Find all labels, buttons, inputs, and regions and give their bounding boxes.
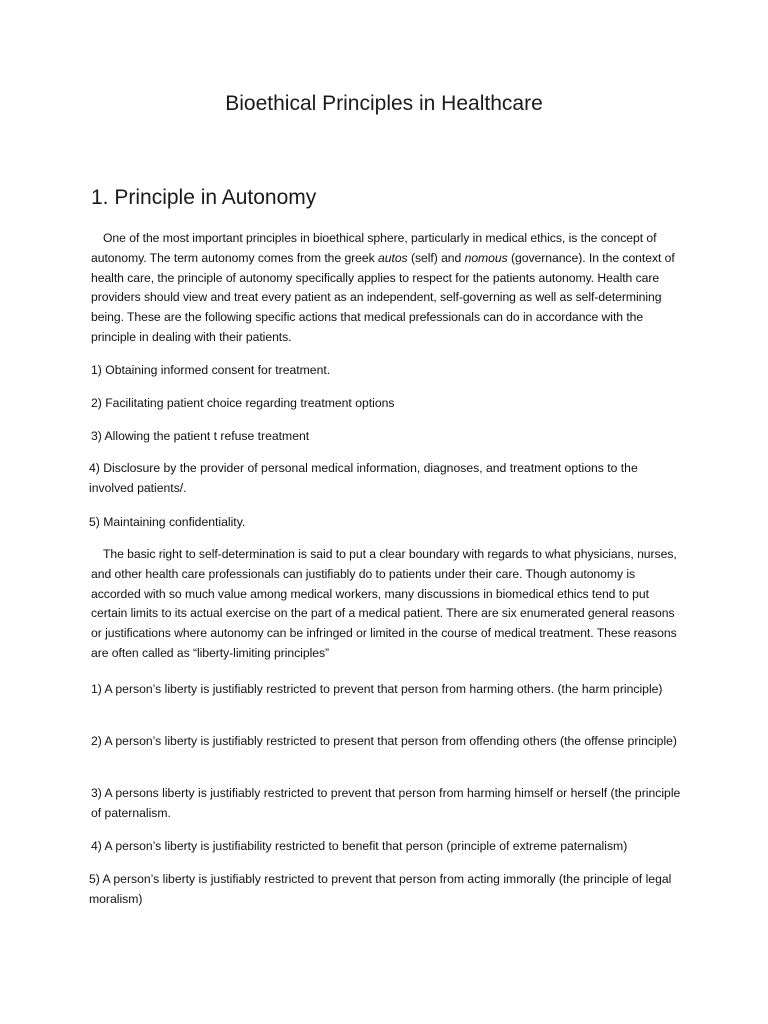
principle-item-1: 1) A person’s liberty is justifiably restricted to prevent that person from harming others. (the harm principle) [91,682,663,696]
intro-paragraph [91,229,683,348]
intro-text-2: (self) and [407,250,465,265]
action-item-4: 4) Disclosure by the provider of personal medical information, diagnoses, and treatment options to the involved patients/. [89,461,638,495]
action-item-5: 5) Maintaining confidentiality. [89,515,246,529]
action-item-2: 2) Facilitating patient choice regarding treatment options [91,396,395,410]
action-item-3: 3) Allowing the patient t refuse treatment [91,429,310,443]
principle-item-4: 4) A person’s liberty is justifiability restricted to benefit that person (principle of extreme paternalism) [91,839,628,853]
intro-text-3: (governance). In the context of health care, the principle of autonomy specifically applies to respect for the patients autonomy. Health care providers should view and treat every patient as an independent, self-governing as well as self-determining being. These are the following specific actions that medical prefessionals can do in accordance with the principle in dealing with their patients. [91,250,675,344]
action-item-1: 1) Obtaining informed consent for treatment. [91,363,331,377]
principle-item-5: 5) A person’s liberty is justifiably restricted to prevent that person from acting immorally (the principle of legal moralism) [89,872,672,906]
intro-text-1: One of the most important principles in bioethical sphere, particularly in medical ethics, is the concept of autonomy. The term autonomy comes from the greek [91,231,657,265]
limits-paragraph: The basic right to self-determination is said to put a clear boundary with regards to what physicians, nurses, and other health care professionals can justifiably do to patients under their care. Though autonomy is accorded with so much value among medical workers, many discussions in biomedical ethics tend to put certain limits to its actual exercise on the part of a medical patient. There are six enumerated general reasons or justifications where autonomy can be infringed or limited in the course of medical treatment. These reasons are often called as “liberty-limiting principles” [91,547,677,660]
document-title: Bioethical Principles in Healthcare [225,92,543,115]
intro-term-autos: autos [378,250,408,265]
intro-term-nomous: nomous [464,250,508,265]
principle-item-2: 2) A person’s liberty is justifiably restricted to present that person from offending others (the offense principle) [91,734,677,748]
principle-item-3: 3) A persons liberty is justifiably restricted to prevent that person from harming himself or herself (the principle of paternalism. [91,786,681,820]
section-heading: 1. Principle in Autonomy [91,186,317,209]
